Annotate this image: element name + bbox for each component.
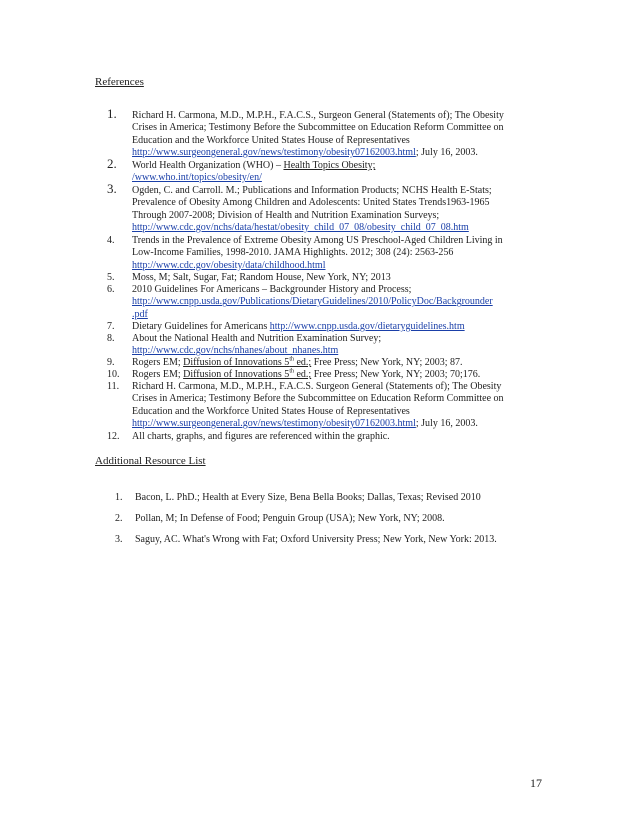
reference-number: 12. [107, 431, 120, 442]
reference-link[interactable]: http://www.cdc.gov/nchs/nhanes/about_nhanes.htm [132, 345, 339, 357]
reference-link[interactable]: http://www.surgeongeneral.gov/news/testimony/obesity07162003.html [132, 417, 416, 429]
resource-item: 1. Bacon, L. PhD.; Health at Every Size, Bena Bella Books; Dallas, Texas; Revised 2010 [115, 492, 481, 503]
reference-number: 4. [107, 235, 115, 246]
reference-item: 5. Moss, M; Salt, Sugar, Fat; Random House, New York, NY; 2013 [107, 272, 391, 283]
reference-item: 4. Trends in the Prevalence of Extreme Obesity Among US Preschool-Aged Children Living in Low-Income Families, 1998-2010. JAMA Highlights. 2012; 308 (24): 2563-256 http://www.cdc.gov/obesity/data/childhood.html [107, 235, 503, 271]
reference-number: 6. [107, 284, 115, 295]
reference-item: 11. Richard H. Carmona, M.D., M.P.H., F.A.C.S. Surgeon General (Statements of); The Obesity Crises in America; Testimony Before the Subcommittee on Education Reform Committee on Education and the Workforce United States House of Representatives http://www.surgeongeneral.gov/news/testimony/obesity07162003.html; July 16, 2003. [107, 381, 504, 429]
reference-number: 1. [107, 106, 117, 121]
reference-number: 5. [107, 272, 115, 283]
page-number: 17 [530, 776, 542, 790]
reference-number: 8. [107, 333, 115, 344]
reference-item: 9. Rogers EM; Diffusion of Innovations 5th ed.; Free Press; New York, NY; 2003; 87. [107, 356, 463, 368]
reference-item: 12. All charts, graphs, and figures are referenced within the graphic. [107, 431, 390, 442]
reference-link[interactable]: http://www.cdc.gov/obesity/data/childhood.html [132, 259, 326, 271]
reference-link[interactable]: /www.who.int/topics/obesity/en/ [132, 172, 262, 184]
reference-number: 2. [107, 156, 117, 171]
reference-link[interactable]: http://www.cnpp.usda.gov/Publications/DietaryGuidelines/2010/PolicyDoc/Backgrounder [132, 296, 493, 308]
reference-item: 1. Richard H. Carmona, M.D., M.P.H., F.A.C.S., Surgeon General (Statements of); The Obesity Crises in America; Testimony Before the Subcommittee on Education Reform Committee on Education and the Workforce United States House of Representatives http://www.surgeongeneral.gov/news/testimony/obesity07162003.html; July 16, 2003. [107, 106, 504, 158]
reference-item: 8. About the National Health and Nutrition Examination Survey; http://www.cdc.gov/nchs/nhanes/about_nhanes.htm [107, 333, 382, 357]
reference-link[interactable]: http://www.surgeongeneral.gov/news/testimony/obesity07162003.html [132, 146, 416, 158]
reference-number: 3. [107, 181, 117, 196]
reference-item: 2. World Health Organization (WHO) – Health Topics Obesity; /www.who.int/topics/obesity/en/ [107, 156, 376, 184]
reference-number: 9. [107, 357, 115, 368]
reference-item: 6. 2010 Guidelines For Americans – Backgrounder History and Process; http://www.cnpp.usda.gov/Publications/DietaryGuidelines/2010/PolicyDoc/Backgrounder .pdf [107, 284, 493, 320]
reference-number: 11. [107, 381, 120, 392]
reference-link[interactable]: .pdf [132, 308, 148, 320]
reference-item: 7. Dietary Guidelines for Americans http://www.cnpp.usda.gov/dietaryguidelines.htm [107, 321, 465, 332]
resource-item: 2. Pollan, M; In Defense of Food; Penguin Group (USA); New York, NY; 2008. [115, 513, 445, 524]
resource-item: 3. Saguy, AC. What's Wrong with Fat; Oxford University Press; New York, New York: 2013. [115, 534, 497, 545]
reference-number: 7. [107, 321, 115, 332]
additional-resources-heading: Additional Resource List [95, 455, 206, 467]
reference-link[interactable]: http://www.cnpp.usda.gov/dietaryguidelines.htm [269, 321, 465, 332]
reference-number: 10. [107, 369, 120, 380]
reference-item: 3. Ogden, C. and Carroll. M.; Publications and Information Products; NCHS Health E-Stats; Prevalence of Obesity Among Children and Adolescents: United States Trends1963-1965 Through 2007-2008; Division of Health and Nutrition Examination Surveys; http://www.cdc.gov/nchs/data/hestat/obesity_child_07_08/obesity_child_07_08.htm [107, 181, 492, 233]
reference-link[interactable]: http://www.cdc.gov/nchs/data/hestat/obesity_child_07_08/obesity_child_07_08.htm [132, 221, 469, 233]
references-heading: References [95, 76, 144, 88]
reference-item: 10. Rogers EM; Diffusion of Innovations 5th ed.; Free Press; New York, NY; 2003; 70;176. [107, 368, 481, 380]
